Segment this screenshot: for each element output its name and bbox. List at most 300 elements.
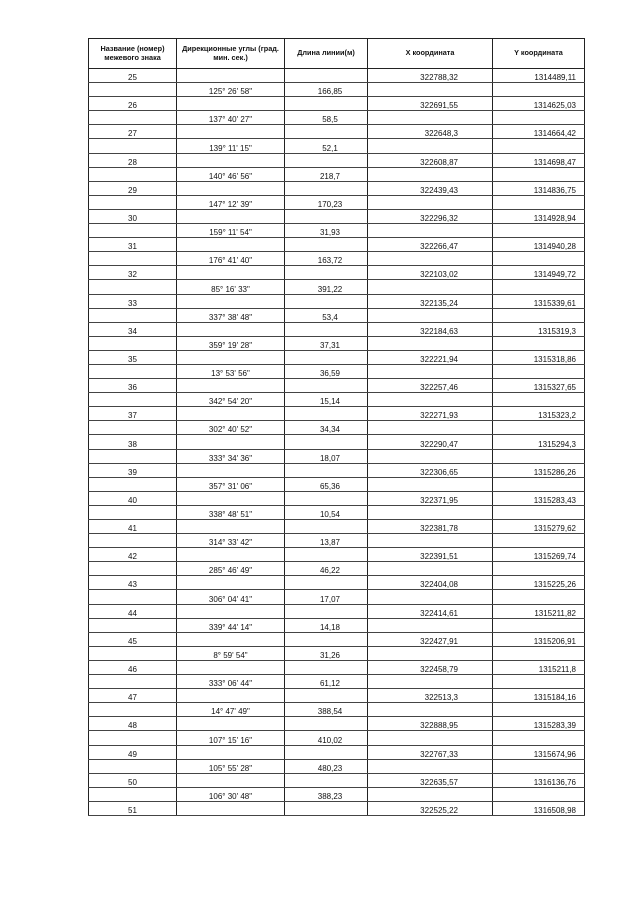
y-coordinate-cell: 1315318,86 bbox=[493, 350, 585, 364]
point-row bbox=[89, 520, 585, 534]
empty-cell bbox=[177, 294, 285, 308]
empty-cell bbox=[177, 717, 285, 731]
x-coordinate-cell: 322266,47 bbox=[368, 238, 493, 252]
empty-cell bbox=[493, 83, 585, 97]
point-row bbox=[89, 689, 585, 703]
empty-cell bbox=[368, 703, 493, 717]
empty-cell bbox=[177, 463, 285, 477]
empty-cell bbox=[493, 618, 585, 632]
point-row bbox=[89, 407, 585, 421]
x-coordinate-cell: 322767,33 bbox=[368, 745, 493, 759]
point-row bbox=[89, 322, 585, 336]
point-row bbox=[89, 153, 585, 167]
x-coordinate-cell: 322404,08 bbox=[368, 576, 493, 590]
point-row bbox=[89, 350, 585, 364]
empty-cell bbox=[89, 308, 177, 322]
empty-cell bbox=[285, 689, 368, 703]
empty-cell bbox=[89, 393, 177, 407]
segment-row bbox=[89, 167, 585, 181]
direction-angle-cell: 333° 06' 44" bbox=[177, 675, 285, 689]
x-coordinate-cell: 322414,61 bbox=[368, 604, 493, 618]
empty-cell bbox=[89, 224, 177, 238]
direction-angle-cell: 314° 33' 42" bbox=[177, 534, 285, 548]
empty-cell bbox=[285, 238, 368, 252]
y-coordinate-cell: 1314836,75 bbox=[493, 181, 585, 195]
point-name-cell: 31 bbox=[89, 238, 177, 252]
segment-row bbox=[89, 195, 585, 209]
empty-cell bbox=[285, 322, 368, 336]
point-name-cell: 42 bbox=[89, 548, 177, 562]
point-row bbox=[89, 632, 585, 646]
empty-cell bbox=[89, 167, 177, 181]
empty-cell bbox=[493, 364, 585, 378]
empty-cell bbox=[368, 759, 493, 773]
segment-row bbox=[89, 252, 585, 266]
direction-angle-cell: 125° 26' 58" bbox=[177, 83, 285, 97]
empty-cell bbox=[493, 562, 585, 576]
segment-row bbox=[89, 505, 585, 519]
segment-row bbox=[89, 731, 585, 745]
empty-cell bbox=[368, 83, 493, 97]
header-point-name: Название (номер) межевого знака bbox=[89, 39, 177, 69]
point-row bbox=[89, 548, 585, 562]
empty-cell bbox=[493, 421, 585, 435]
empty-cell bbox=[177, 97, 285, 111]
header-direction-angle: Дирекционные углы (град. мин. сек.) bbox=[177, 39, 285, 69]
empty-cell bbox=[368, 675, 493, 689]
y-coordinate-cell: 1315283,43 bbox=[493, 491, 585, 505]
empty-cell bbox=[285, 745, 368, 759]
y-coordinate-cell: 1315211,8 bbox=[493, 660, 585, 674]
direction-angle-cell: 13° 53' 56" bbox=[177, 364, 285, 378]
empty-cell bbox=[368, 534, 493, 548]
empty-cell bbox=[89, 336, 177, 350]
point-name-cell: 36 bbox=[89, 379, 177, 393]
empty-cell bbox=[493, 731, 585, 745]
empty-cell bbox=[285, 181, 368, 195]
point-name-cell: 43 bbox=[89, 576, 177, 590]
direction-angle-cell: 176° 41' 40" bbox=[177, 252, 285, 266]
x-coordinate-cell: 322608,87 bbox=[368, 153, 493, 167]
point-row bbox=[89, 125, 585, 139]
empty-cell bbox=[177, 69, 285, 83]
empty-cell bbox=[285, 435, 368, 449]
empty-cell bbox=[285, 294, 368, 308]
empty-cell bbox=[285, 660, 368, 674]
point-name-cell: 32 bbox=[89, 266, 177, 280]
point-row bbox=[89, 491, 585, 505]
point-name-cell: 37 bbox=[89, 407, 177, 421]
point-row bbox=[89, 660, 585, 674]
line-length-cell: 388,54 bbox=[285, 703, 368, 717]
line-length-cell: 36,59 bbox=[285, 364, 368, 378]
point-row bbox=[89, 209, 585, 223]
x-coordinate-cell: 322184,63 bbox=[368, 322, 493, 336]
empty-cell bbox=[368, 195, 493, 209]
empty-cell bbox=[177, 266, 285, 280]
direction-angle-cell: 85° 16' 33" bbox=[177, 280, 285, 294]
point-name-cell: 27 bbox=[89, 125, 177, 139]
line-length-cell: 18,07 bbox=[285, 449, 368, 463]
line-length-cell: 31,26 bbox=[285, 646, 368, 660]
y-coordinate-cell: 1314928,94 bbox=[493, 209, 585, 223]
segment-row bbox=[89, 759, 585, 773]
empty-cell bbox=[493, 111, 585, 125]
empty-cell bbox=[89, 477, 177, 491]
direction-angle-cell: 285° 46' 49" bbox=[177, 562, 285, 576]
direction-angle-cell: 342° 54' 20" bbox=[177, 393, 285, 407]
line-length-cell: 52,1 bbox=[285, 139, 368, 153]
line-length-cell: 65,36 bbox=[285, 477, 368, 491]
segment-row bbox=[89, 336, 585, 350]
empty-cell bbox=[89, 252, 177, 266]
x-coordinate-cell: 322296,32 bbox=[368, 209, 493, 223]
y-coordinate-cell: 1315327,65 bbox=[493, 379, 585, 393]
empty-cell bbox=[285, 97, 368, 111]
point-row bbox=[89, 576, 585, 590]
empty-cell bbox=[89, 139, 177, 153]
empty-cell bbox=[285, 407, 368, 421]
line-length-cell: 37,31 bbox=[285, 336, 368, 350]
empty-cell bbox=[368, 618, 493, 632]
y-coordinate-cell: 1315339,61 bbox=[493, 294, 585, 308]
empty-cell bbox=[285, 632, 368, 646]
point-name-cell: 44 bbox=[89, 604, 177, 618]
line-length-cell: 480,23 bbox=[285, 759, 368, 773]
x-coordinate-cell: 322103,02 bbox=[368, 266, 493, 280]
empty-cell bbox=[493, 252, 585, 266]
coordinates-table-sheet bbox=[88, 38, 584, 816]
line-length-cell: 31,93 bbox=[285, 224, 368, 238]
empty-cell bbox=[177, 435, 285, 449]
point-row bbox=[89, 69, 585, 83]
empty-cell bbox=[89, 646, 177, 660]
x-coordinate-cell: 322135,24 bbox=[368, 294, 493, 308]
point-row bbox=[89, 604, 585, 618]
y-coordinate-cell: 1314625,03 bbox=[493, 97, 585, 111]
empty-cell bbox=[493, 195, 585, 209]
segment-row bbox=[89, 534, 585, 548]
empty-cell bbox=[285, 576, 368, 590]
segment-row bbox=[89, 787, 585, 801]
empty-cell bbox=[285, 350, 368, 364]
empty-cell bbox=[177, 773, 285, 787]
empty-cell bbox=[89, 505, 177, 519]
empty-cell bbox=[368, 787, 493, 801]
direction-angle-cell: 8° 59' 54" bbox=[177, 646, 285, 660]
y-coordinate-cell: 1314698,47 bbox=[493, 153, 585, 167]
point-name-cell: 48 bbox=[89, 717, 177, 731]
empty-cell bbox=[493, 759, 585, 773]
empty-cell bbox=[368, 449, 493, 463]
empty-cell bbox=[89, 449, 177, 463]
y-coordinate-cell: 1315674,96 bbox=[493, 745, 585, 759]
empty-cell bbox=[493, 646, 585, 660]
x-coordinate-cell: 322635,57 bbox=[368, 773, 493, 787]
empty-cell bbox=[177, 660, 285, 674]
point-row bbox=[89, 97, 585, 111]
point-row bbox=[89, 463, 585, 477]
y-coordinate-cell: 1315294,3 bbox=[493, 435, 585, 449]
y-coordinate-cell: 1314949,72 bbox=[493, 266, 585, 280]
line-length-cell: 388,23 bbox=[285, 787, 368, 801]
empty-cell bbox=[285, 266, 368, 280]
point-name-cell: 33 bbox=[89, 294, 177, 308]
x-coordinate-cell: 322525,22 bbox=[368, 801, 493, 815]
direction-angle-cell: 337° 38' 48" bbox=[177, 308, 285, 322]
x-coordinate-cell: 322648,3 bbox=[368, 125, 493, 139]
segment-row bbox=[89, 618, 585, 632]
empty-cell bbox=[89, 364, 177, 378]
empty-cell bbox=[368, 562, 493, 576]
empty-cell bbox=[89, 731, 177, 745]
direction-angle-cell: 137° 40' 27" bbox=[177, 111, 285, 125]
y-coordinate-cell: 1316136,76 bbox=[493, 773, 585, 787]
empty-cell bbox=[493, 675, 585, 689]
line-length-cell: 10,54 bbox=[285, 505, 368, 519]
empty-cell bbox=[285, 209, 368, 223]
empty-cell bbox=[493, 449, 585, 463]
empty-cell bbox=[368, 336, 493, 350]
empty-cell bbox=[89, 787, 177, 801]
empty-cell bbox=[177, 181, 285, 195]
empty-cell bbox=[368, 167, 493, 181]
empty-cell bbox=[368, 393, 493, 407]
point-row bbox=[89, 773, 585, 787]
direction-angle-cell: 306° 04' 41" bbox=[177, 590, 285, 604]
empty-cell bbox=[285, 491, 368, 505]
empty-cell bbox=[177, 604, 285, 618]
segment-row bbox=[89, 224, 585, 238]
x-coordinate-cell: 322271,93 bbox=[368, 407, 493, 421]
x-coordinate-cell: 322371,95 bbox=[368, 491, 493, 505]
x-coordinate-cell: 322257,46 bbox=[368, 379, 493, 393]
empty-cell bbox=[285, 520, 368, 534]
y-coordinate-cell: 1315279,62 bbox=[493, 520, 585, 534]
empty-cell bbox=[493, 590, 585, 604]
empty-cell bbox=[89, 534, 177, 548]
direction-angle-cell: 140° 46' 56" bbox=[177, 167, 285, 181]
empty-cell bbox=[285, 548, 368, 562]
empty-cell bbox=[368, 421, 493, 435]
empty-cell bbox=[177, 238, 285, 252]
empty-cell bbox=[177, 745, 285, 759]
y-coordinate-cell: 1315211,82 bbox=[493, 604, 585, 618]
empty-cell bbox=[368, 280, 493, 294]
direction-angle-cell: 338° 48' 51" bbox=[177, 505, 285, 519]
empty-cell bbox=[177, 125, 285, 139]
empty-cell bbox=[177, 350, 285, 364]
y-coordinate-cell: 1315286,26 bbox=[493, 463, 585, 477]
direction-angle-cell: 14° 47' 49" bbox=[177, 703, 285, 717]
empty-cell bbox=[285, 604, 368, 618]
line-length-cell: 166,85 bbox=[285, 83, 368, 97]
line-length-cell: 391,22 bbox=[285, 280, 368, 294]
point-row bbox=[89, 181, 585, 195]
empty-cell bbox=[493, 139, 585, 153]
point-name-cell: 41 bbox=[89, 520, 177, 534]
empty-cell bbox=[368, 139, 493, 153]
empty-cell bbox=[368, 308, 493, 322]
empty-cell bbox=[89, 562, 177, 576]
empty-cell bbox=[177, 153, 285, 167]
empty-cell bbox=[89, 421, 177, 435]
direction-angle-cell: 139° 11' 15" bbox=[177, 139, 285, 153]
point-name-cell: 35 bbox=[89, 350, 177, 364]
segment-row bbox=[89, 421, 585, 435]
empty-cell bbox=[285, 717, 368, 731]
point-row bbox=[89, 238, 585, 252]
header-line-length: Длина линии(м) bbox=[285, 39, 368, 69]
point-name-cell: 38 bbox=[89, 435, 177, 449]
x-coordinate-cell: 322513,3 bbox=[368, 689, 493, 703]
point-name-cell: 50 bbox=[89, 773, 177, 787]
direction-angle-cell: 105° 55' 28" bbox=[177, 759, 285, 773]
empty-cell bbox=[368, 111, 493, 125]
point-name-cell: 40 bbox=[89, 491, 177, 505]
line-length-cell: 170,23 bbox=[285, 195, 368, 209]
x-coordinate-cell: 322391,51 bbox=[368, 548, 493, 562]
direction-angle-cell: 359° 19' 28" bbox=[177, 336, 285, 350]
empty-cell bbox=[493, 505, 585, 519]
empty-cell bbox=[493, 477, 585, 491]
line-length-cell: 53,4 bbox=[285, 308, 368, 322]
empty-cell bbox=[177, 801, 285, 815]
point-name-cell: 28 bbox=[89, 153, 177, 167]
empty-cell bbox=[285, 125, 368, 139]
empty-cell bbox=[177, 379, 285, 393]
point-name-cell: 46 bbox=[89, 660, 177, 674]
segment-row bbox=[89, 675, 585, 689]
empty-cell bbox=[493, 167, 585, 181]
line-length-cell: 34,34 bbox=[285, 421, 368, 435]
point-name-cell: 30 bbox=[89, 209, 177, 223]
x-coordinate-cell: 322290,47 bbox=[368, 435, 493, 449]
empty-cell bbox=[493, 224, 585, 238]
direction-angle-cell: 302° 40' 52" bbox=[177, 421, 285, 435]
direction-angle-cell: 357° 31' 06" bbox=[177, 477, 285, 491]
point-name-cell: 45 bbox=[89, 632, 177, 646]
direction-angle-cell: 147° 12' 39" bbox=[177, 195, 285, 209]
point-name-cell: 49 bbox=[89, 745, 177, 759]
point-row bbox=[89, 294, 585, 308]
empty-cell bbox=[368, 252, 493, 266]
point-row bbox=[89, 801, 585, 815]
x-coordinate-cell: 322306,65 bbox=[368, 463, 493, 477]
segment-row bbox=[89, 308, 585, 322]
direction-angle-cell: 107° 15' 16" bbox=[177, 731, 285, 745]
empty-cell bbox=[493, 393, 585, 407]
point-name-cell: 47 bbox=[89, 689, 177, 703]
empty-cell bbox=[177, 491, 285, 505]
point-name-cell: 25 bbox=[89, 69, 177, 83]
empty-cell bbox=[493, 703, 585, 717]
empty-cell bbox=[368, 505, 493, 519]
empty-cell bbox=[177, 632, 285, 646]
line-length-cell: 218,7 bbox=[285, 167, 368, 181]
empty-cell bbox=[368, 590, 493, 604]
x-coordinate-cell: 322221,94 bbox=[368, 350, 493, 364]
segment-row bbox=[89, 449, 585, 463]
empty-cell bbox=[89, 618, 177, 632]
y-coordinate-cell: 1315225,26 bbox=[493, 576, 585, 590]
x-coordinate-cell: 322458,79 bbox=[368, 660, 493, 674]
table-body bbox=[89, 69, 585, 816]
empty-cell bbox=[285, 801, 368, 815]
segment-row bbox=[89, 139, 585, 153]
y-coordinate-cell: 1315184,16 bbox=[493, 689, 585, 703]
empty-cell bbox=[368, 477, 493, 491]
empty-cell bbox=[89, 590, 177, 604]
y-coordinate-cell: 1316508,98 bbox=[493, 801, 585, 815]
empty-cell bbox=[177, 689, 285, 703]
y-coordinate-cell: 1314940,28 bbox=[493, 238, 585, 252]
segment-row bbox=[89, 364, 585, 378]
segment-row bbox=[89, 477, 585, 491]
empty-cell bbox=[89, 675, 177, 689]
point-name-cell: 51 bbox=[89, 801, 177, 815]
point-row bbox=[89, 379, 585, 393]
line-length-cell: 58,5 bbox=[285, 111, 368, 125]
empty-cell bbox=[89, 759, 177, 773]
header-y-coordinate: Y координата bbox=[493, 39, 585, 69]
line-length-cell: 163,72 bbox=[285, 252, 368, 266]
empty-cell bbox=[285, 69, 368, 83]
empty-cell bbox=[368, 224, 493, 238]
line-length-cell: 46,22 bbox=[285, 562, 368, 576]
segment-row bbox=[89, 83, 585, 97]
x-coordinate-cell: 322427,91 bbox=[368, 632, 493, 646]
empty-cell bbox=[285, 463, 368, 477]
table-header-row bbox=[89, 39, 585, 69]
segment-row bbox=[89, 562, 585, 576]
y-coordinate-cell: 1314664,42 bbox=[493, 125, 585, 139]
segment-row bbox=[89, 646, 585, 660]
empty-cell bbox=[285, 379, 368, 393]
header-x-coordinate: X координата bbox=[368, 39, 493, 69]
direction-angle-cell: 339° 44' 14" bbox=[177, 618, 285, 632]
line-length-cell: 14,18 bbox=[285, 618, 368, 632]
y-coordinate-cell: 1315323,2 bbox=[493, 407, 585, 421]
point-name-cell: 29 bbox=[89, 181, 177, 195]
segment-row bbox=[89, 393, 585, 407]
point-row bbox=[89, 717, 585, 731]
empty-cell bbox=[89, 111, 177, 125]
y-coordinate-cell: 1315206,91 bbox=[493, 632, 585, 646]
x-coordinate-cell: 322788,32 bbox=[368, 69, 493, 83]
y-coordinate-cell: 1314489,11 bbox=[493, 69, 585, 83]
point-name-cell: 34 bbox=[89, 322, 177, 336]
point-name-cell: 39 bbox=[89, 463, 177, 477]
x-coordinate-cell: 322439,43 bbox=[368, 181, 493, 195]
boundary-points-table bbox=[88, 38, 585, 816]
line-length-cell: 15,14 bbox=[285, 393, 368, 407]
line-length-cell: 410,02 bbox=[285, 731, 368, 745]
segment-row bbox=[89, 590, 585, 604]
direction-angle-cell: 333° 34' 36" bbox=[177, 449, 285, 463]
segment-row bbox=[89, 703, 585, 717]
point-row bbox=[89, 435, 585, 449]
empty-cell bbox=[89, 703, 177, 717]
empty-cell bbox=[89, 195, 177, 209]
direction-angle-cell: 106° 30' 48" bbox=[177, 787, 285, 801]
point-row bbox=[89, 266, 585, 280]
empty-cell bbox=[368, 646, 493, 660]
point-row bbox=[89, 745, 585, 759]
y-coordinate-cell: 1315283,39 bbox=[493, 717, 585, 731]
segment-row bbox=[89, 111, 585, 125]
line-length-cell: 61,12 bbox=[285, 675, 368, 689]
